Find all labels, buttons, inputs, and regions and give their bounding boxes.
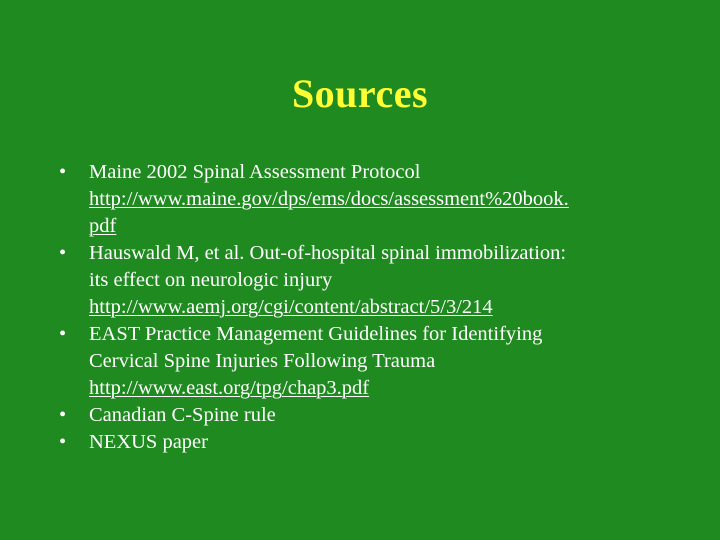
slide-title: Sources — [291, 71, 429, 116]
bullet-icon: • — [59, 242, 67, 264]
bullet-icon: • — [59, 431, 67, 453]
source-text-line: its effect on neurologic injury — [89, 269, 333, 291]
source-link[interactable]: http://www.aemj.org/cgi/content/abstract/5/3/214 — [89, 296, 493, 318]
source-item-east — [59, 321, 669, 402]
source-link[interactable]: http://www.east.org/tpg/chap3.pdf — [89, 377, 370, 399]
source-text-line: Hauswald M, et al. Out-of-hospital spinal immobilization: — [89, 242, 567, 264]
bullet-icon: • — [59, 323, 67, 345]
bullet-icon: • — [59, 161, 67, 183]
bullet-icon: • — [59, 404, 67, 426]
source-text-line: EAST Practice Management Guidelines for Identifying — [89, 323, 543, 345]
source-text-line: Canadian C-Spine rule — [89, 404, 276, 426]
source-link[interactable]: pdf — [89, 215, 117, 237]
source-item-canadian — [59, 402, 669, 429]
source-text-line: NEXUS paper — [89, 431, 208, 453]
source-item-nexus — [59, 429, 669, 456]
source-item-hauswald — [59, 240, 669, 321]
source-text-line: Cervical Spine Injuries Following Trauma — [89, 350, 436, 372]
source-link[interactable]: http://www.maine.gov/dps/ems/docs/assessment%20book. — [89, 188, 569, 210]
sources-list — [59, 159, 669, 456]
source-item-maine — [59, 159, 669, 240]
source-text-line: Maine 2002 Spinal Assessment Protocol — [89, 161, 421, 183]
